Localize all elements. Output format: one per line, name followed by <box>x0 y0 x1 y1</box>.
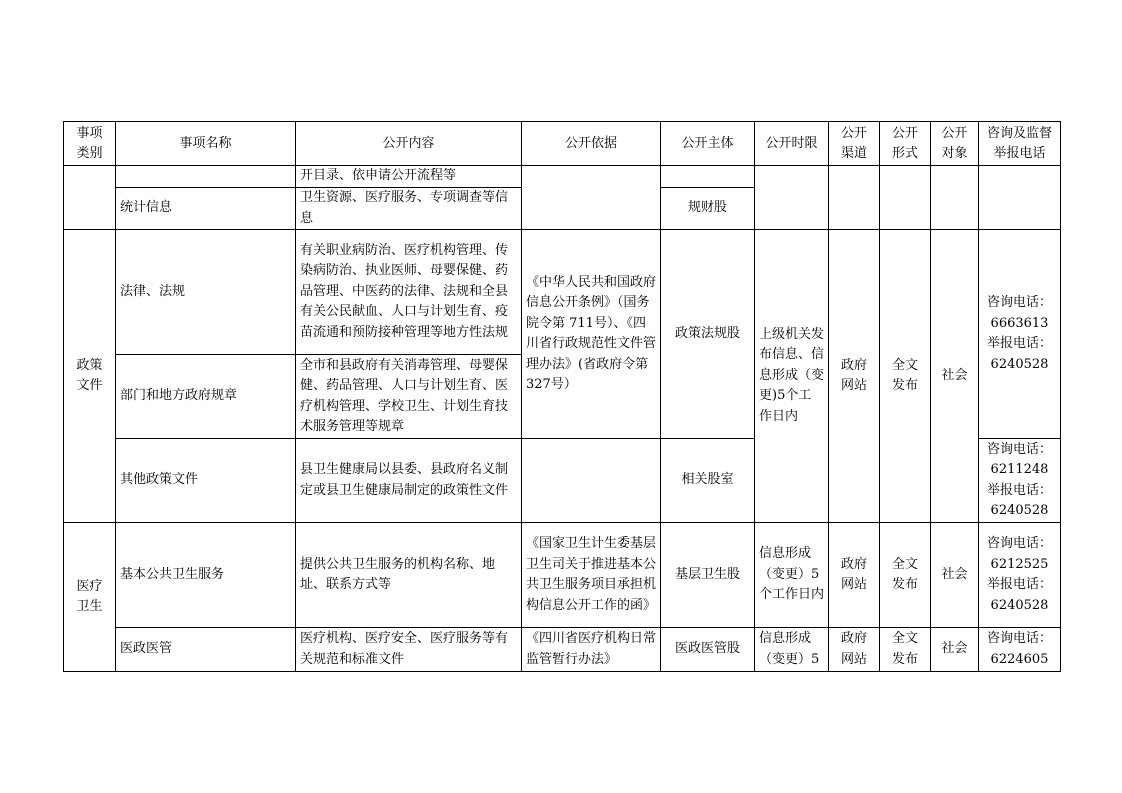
header-subject: 公开主体 <box>661 122 755 166</box>
basis-cell: 《中华人民共和国政府信息公开条例》（国务院令第 711号）、《四川省行政规范性文件管理办法》(省政府令第 327号） <box>522 230 661 439</box>
header-basis: 公开依据 <box>522 122 661 166</box>
subject-cell: 规财股 <box>661 188 755 230</box>
table-row <box>64 628 1061 672</box>
name-cell: 法律、法规 <box>116 230 296 355</box>
subject-cell: 基层卫生股 <box>661 523 755 628</box>
target-cell: 社会 <box>931 628 979 672</box>
basis-cell: 《四川省医疗机构日常监管暂行办法》 <box>522 628 661 672</box>
name-cell: 医政医管 <box>116 628 296 672</box>
name-cell: 基本公共卫生服务 <box>116 523 296 628</box>
header-form: 公开 形式 <box>880 122 931 166</box>
basis-cell: 《国家卫生计生委基层卫生司关于推进基本公共卫生服务项目承担机构信息公开工作的函》 <box>522 523 661 628</box>
header-row <box>64 122 1061 166</box>
name-cell: 统计信息 <box>116 188 296 230</box>
form-cell: 全文 发布 <box>880 230 931 523</box>
subject-cell <box>661 166 755 188</box>
header-content: 公开内容 <box>296 122 522 166</box>
category-cell: 医疗 卫生 <box>64 523 116 672</box>
channel-cell <box>829 166 880 230</box>
channel-cell: 政府 网站 <box>829 523 880 628</box>
header-target: 公开 对象 <box>931 122 979 166</box>
content-cell: 提供公共卫生服务的机构名称、地址、联系方式等 <box>296 523 522 628</box>
table-row <box>64 230 1061 355</box>
header-phone: 咨询及监督 举报电话 <box>979 122 1061 166</box>
subject-cell: 相关股室 <box>661 439 755 523</box>
subject-cell: 医政医管股 <box>661 628 755 672</box>
time-limit-cell: 信息形成（变更）5个工作日内 <box>755 523 829 628</box>
subject-cell: 政策法规股 <box>661 230 755 439</box>
basis-cell <box>522 166 661 230</box>
content-cell: 医疗机构、医疗安全、医疗服务等有关规范和标准文件 <box>296 628 522 672</box>
category-cell <box>64 166 116 230</box>
target-cell: 社会 <box>931 230 979 523</box>
content-cell: 县卫生健康局以县委、县政府名义制定或县卫生健康局制定的政策性文件 <box>296 439 522 523</box>
name-cell: 其他政策文件 <box>116 439 296 523</box>
header-name: 事项名称 <box>116 122 296 166</box>
content-cell: 有关职业病防治、医疗机构管理、传染病防治、执业医师、母婴保健、药品管理、中医药的法律、法规和全县有关公民献血、人口与计划生育、疫苗流通和预防接种管理等地方性法规 <box>296 230 522 355</box>
phone-cell: 咨询电话： 6224605 <box>979 628 1061 672</box>
form-cell <box>880 166 931 230</box>
phone-cell: 咨询电话： 6212525 举报电话： 6240528 <box>979 523 1061 628</box>
disclosure-table <box>63 121 1061 672</box>
channel-cell: 政府 网站 <box>829 230 880 523</box>
content-cell: 全市和县政府有关消毒管理、母婴保健、药品管理、人口与计划生育、医疗机构管理、学校卫生、计划生育技术服务管理等规章 <box>296 355 522 439</box>
time-limit-cell: 上级机关发布信息、信息形成（变更)5个工作日内 <box>755 230 829 523</box>
name-cell <box>116 166 296 188</box>
category-cell: 政策 文件 <box>64 230 116 523</box>
header-channel: 公开 渠道 <box>829 122 880 166</box>
phone-cell <box>979 166 1061 230</box>
phone-cell: 咨询电话： 6211248 举报电话： 6240528 <box>979 439 1061 523</box>
phone-cell: 咨询电话： 6663613 举报电话： 6240528 <box>979 230 1061 439</box>
form-cell: 全文 发布 <box>880 628 931 672</box>
content-cell: 开目录、依申请公开流程等 <box>296 166 522 188</box>
basis-cell <box>522 439 661 523</box>
header-time-limit: 公开时限 <box>755 122 829 166</box>
content-cell: 卫生资源、医疗服务、专项调查等信息 <box>296 188 522 230</box>
channel-cell: 政府 网站 <box>829 628 880 672</box>
table-row <box>64 166 1061 188</box>
target-cell <box>931 166 979 230</box>
time-limit-cell <box>755 166 829 230</box>
time-limit-cell: 信息形成（变更）5 <box>755 628 829 672</box>
table-row <box>64 523 1061 628</box>
name-cell: 部门和地方政府规章 <box>116 355 296 439</box>
form-cell: 全文 发布 <box>880 523 931 628</box>
target-cell: 社会 <box>931 523 979 628</box>
header-category: 事项 类别 <box>64 122 116 166</box>
